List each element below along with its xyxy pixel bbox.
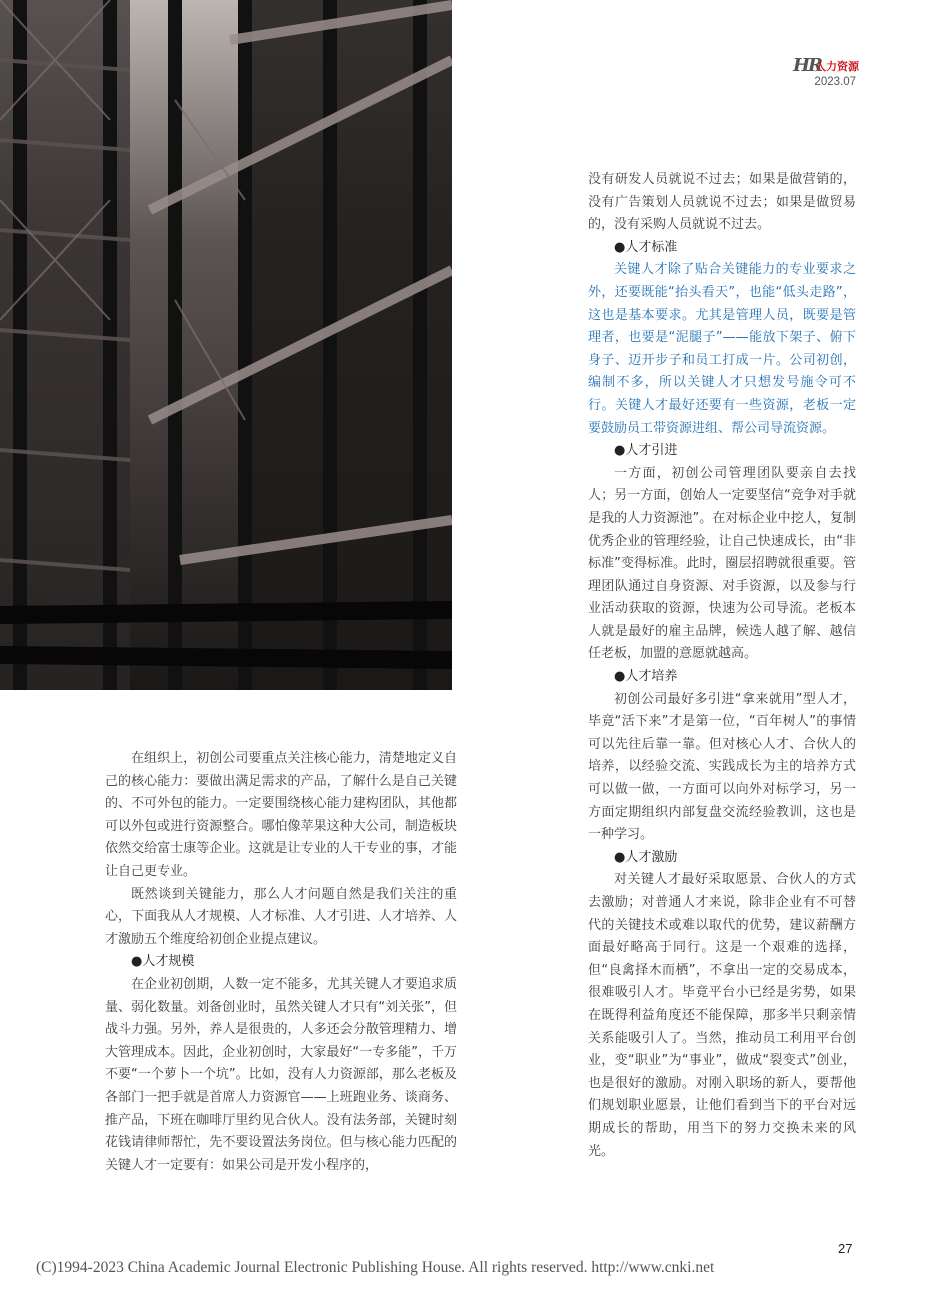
- paragraph: 对关键人才最好采取愿景、合伙人的方式去激励；对普通人才来说，除非企业有不可替代的关键技术或难以取代的优势，建议薪酬方面最好略高于同行。这是一个艰难的选择，但“良禽择木而栖”，不拿出一定的交易成本，很难吸引人才。毕竟平台小已经是劣势，如果在既得利益角度还不能保障，那多半只剩亲情关系能吸引人了。当然，推动员工利用平台创业，变“职业”为“事业”，做成“裂变式”创业，也是很好的激励。对刚入职场的新人，要帮他们规划职业愿景，让他们看到当下的平台对远期成长的帮助，用当下的努力交换未来的风光。: [588, 872, 856, 1159]
- issue-date: 2023.07: [814, 76, 856, 88]
- paragraph: 在组织上，初创公司要重点关注核心能力，清楚地定义自己的核心能力：要做出满足需求的产品，了解什么是自己关键的、不可外包的能力。一定要围绕核心能力建构团队，其他都可以外包或进行资源整合。哪怕像苹果这种大公司，制造板块依然交给富士康等企业。这就是让专业的人干专业的事，才能让自己更专业。: [105, 751, 457, 879]
- section-heading-talent-incentive: ●人才激励: [614, 849, 678, 865]
- highlighted-paragraph: 关键人才除了贴合关键能力的专业要求之外，还要既能“抬头看天”，也能“低头走路”，这也是基本要求。尤其是管理人员，既要是管理者，也要是“泥腿子”——能放下架子、俯下身子、迈开步子和员工打成一片。公司初创，编制不多，所以关键人才只想发号施令可不行。关键人才最好还要有一些资源，老板一定要鼓励员工带资源进组、帮公司导流资源。: [588, 262, 856, 436]
- paragraph: 初创公司最好多引进“拿来就用”型人才，毕竟“活下来”才是第一位，“百年树人”的事情可以先往后靠一靠。但对核心人才、合伙人的培养，以经验交流、实践成长为主的培养方式可以做一做，一方面可以向外对标学习，另一方面定期组织内部复盘交流经验教训，这也是一种学习。: [588, 691, 856, 843]
- logo-hr: HR: [793, 55, 821, 76]
- industrial-scaffolding-photo: [0, 0, 452, 690]
- magazine-logo: [793, 55, 863, 77]
- paragraph: 既然谈到关键能力，那么人才问题自然是我们关注的重心，下面我从人才规模、人才标准、人才引进、人才培养、人才激励五个维度给初创企业提点建议。: [105, 886, 457, 947]
- paragraph: 在企业初创期，人数一定不能多，尤其关键人才要追求质量、弱化数量。刘备创业时，虽然关键人才只有“刘关张”，但战斗力强。另外，养人是很贵的，人多还会分散管理精力、增大管理成本。因此，企业初创时，大家最好“一专多能”，千万不要“一个萝卜一个坑”。比如，没有人力资源部，那么老板及各部门一把手就是首席人力资源官——上班跑业务、谈商务、推产品，下班在咖啡厅里约见合伙人。没有法务部，关键时刻花钱请律师帮忙，先不要设置法务岗位。但与核心能力匹配的关键人才一定要有：如果公司是开发小程序的，: [105, 976, 457, 1173]
- section-heading-talent-introduction: ●人才引进: [614, 443, 678, 459]
- paragraph: 一方面，初创公司管理团队要亲自去找人；另一方面，创始人一定要坚信“竞争对手就是我的人力资源池”。在对标企业中挖人，复制优秀企业的管理经验，让自己快速成长，由“非标准”变得标准。此时，圈层招聘就很重要。管理团队通过自身资源、对手资源，以及参与行业活动获取的资源，快速为公司导流。老板本人就是最好的雇主品牌，候选人越了解、越信任老板，加盟的意愿就越高。: [588, 465, 856, 662]
- paragraph-continued: 没有研发人员就说不过去；如果是做营销的，没有广告策划人员就说不过去；如果是做贸易的，没有采购人员就说不过去。: [588, 172, 856, 233]
- right-column: [588, 169, 856, 1163]
- section-heading-talent-scale: ●人才规模: [131, 954, 195, 970]
- section-heading-talent-training: ●人才培养: [614, 669, 678, 685]
- section-heading-talent-standard: ●人才标准: [614, 239, 678, 255]
- page-number: 27: [838, 1241, 853, 1256]
- copyright-notice: (C)1994-2023 China Academic Journal Electronic Publishing House. All rights reserved. http://www.cnki.net: [36, 1259, 715, 1276]
- logo-title: 人力资源: [815, 60, 859, 73]
- left-column: [105, 748, 457, 1177]
